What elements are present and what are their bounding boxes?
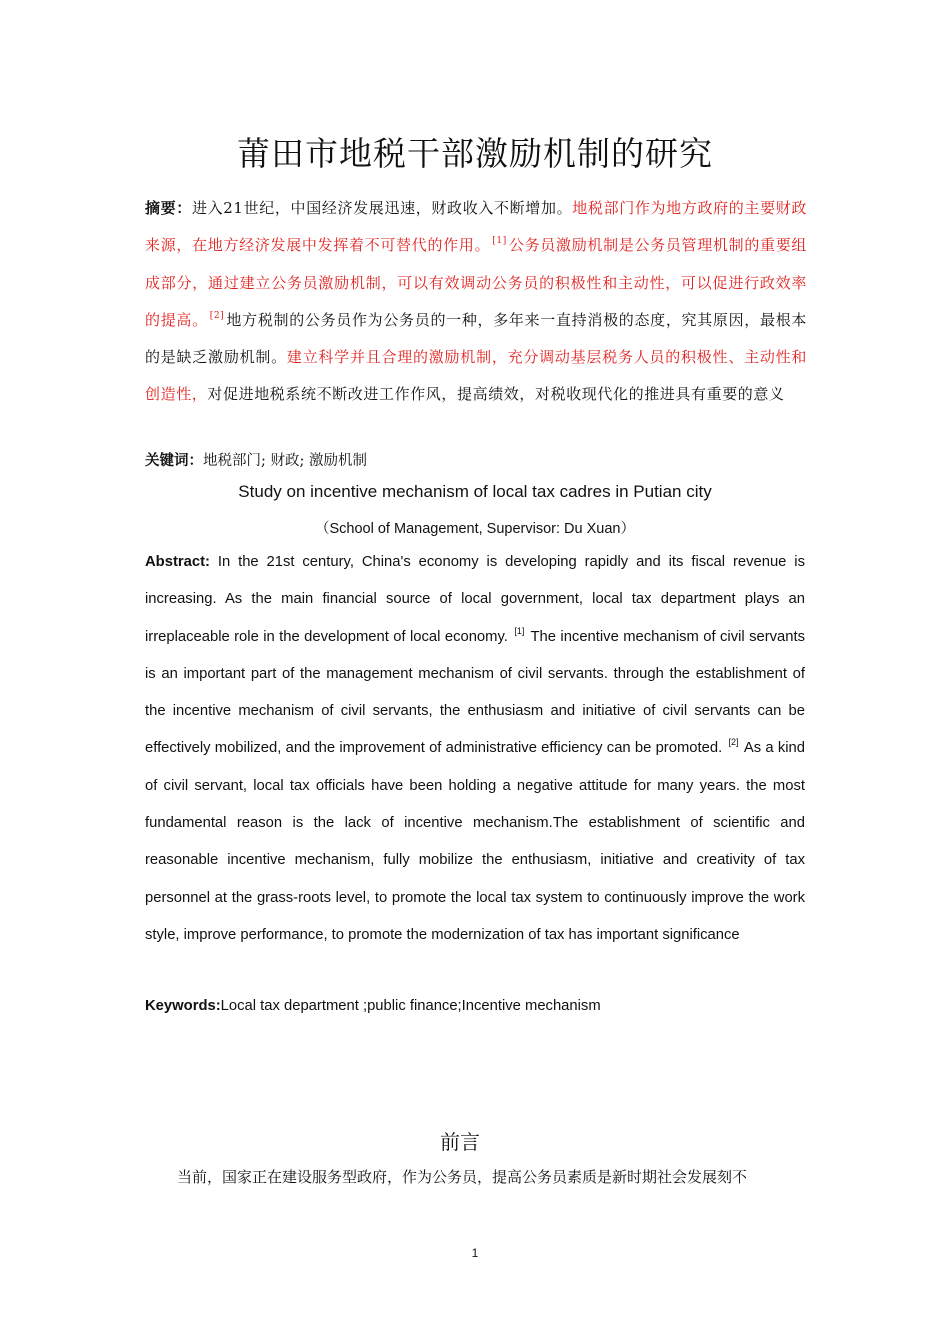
page-number: 1 xyxy=(471,1246,479,1260)
chinese-abstract-highlight: 公务员激励机制是公务员管理机制的重要组成部分，通过建立公务员激励机制，可以有效调动公务员的积极性和主动性，可以促进行政效率的提高。 xyxy=(145,236,808,329)
english-abstract xyxy=(145,544,805,954)
citation-marker: [2] xyxy=(728,737,739,748)
chinese-abstract-text: 对促进地税系统不断改进工作作风，提高绩效，对税收现代化的推进具有重要的意义 xyxy=(207,385,785,404)
english-keywords xyxy=(145,994,805,1018)
english-keywords-text: Local tax department ;public finance;Incentive mechanism xyxy=(220,998,601,1014)
citation-marker: [1] xyxy=(514,625,525,636)
citation-marker: [1] xyxy=(492,236,507,247)
citation-marker: [2] xyxy=(209,310,225,321)
chinese-abstract-label: 摘要： xyxy=(145,199,192,217)
english-title: Study on incentive mechanism of local tax cadres in Putian city xyxy=(238,482,712,501)
paper-title: 莆田市地税干部激励机制的研究 xyxy=(237,134,713,173)
intro-paragraph: 当前，国家正在建设服务型政府，作为公务员，提高公务员素质是新时期社会发展刻不 xyxy=(177,1168,748,1186)
chinese-abstract-highlight: 建立科学并且合理的激励机制，充分调动基层税务人员的积极性、主动性和创造性， xyxy=(145,348,807,404)
english-abstract-text: As a kind of civil servant, local tax officials have been holding a negative attitude for many years. the most fundamental reason is the lack of incentive mechanism.The establishment of scientific and reasonable incentive mechanism, fully mobilize the enthusiasm, initiative and creativity of tax personnel at the grass-roots level, to promote the local tax system to continuously improve the work style, improve performance, to promote the modernization of tax has important significance xyxy=(145,740,805,943)
chinese-keywords-text: 地税部门; 财政; 激励机制 xyxy=(203,453,367,469)
english-affiliation: （School of Management, Supervisor: Du Xuan） xyxy=(315,521,635,537)
chinese-abstract-text: 进入21世纪，中国经济发展迅速，财政收入不断增加。 xyxy=(191,199,573,217)
chinese-abstract-text: 地方税制的公务员作为公务员的一种，多年来一直持消极的态度，究其原因，最根本的是缺乏激励机制。 xyxy=(145,310,807,367)
english-abstract-text: In the 21st century, China's economy is developing rapidly and its fiscal revenue is increasing. As the main financial source of local government, local tax department plays an irreplaceable role in the development of local economy. xyxy=(145,554,805,645)
chinese-abstract xyxy=(145,190,807,414)
chinese-keywords-label: 关键词： xyxy=(145,453,203,469)
english-keywords-label: Keywords: xyxy=(145,998,221,1014)
chinese-keywords xyxy=(145,449,807,473)
english-abstract-label: Abstract: xyxy=(145,554,210,570)
english-abstract-text: The incentive mechanism of civil servants is an important part of the management mechanism of civil servants. through the establishment of the incentive mechanism of civil servants, the enthusiasm and initiative of civil servants can be effectively mobilized, and the improvement of administrative efficiency can be promoted. xyxy=(145,628,806,757)
chinese-abstract-highlight: 地税部门作为地方政府的主要财政来源，在地方经济发展中发挥着不可替代的作用。 xyxy=(145,199,807,255)
section-heading: 前言 xyxy=(440,1130,480,1154)
